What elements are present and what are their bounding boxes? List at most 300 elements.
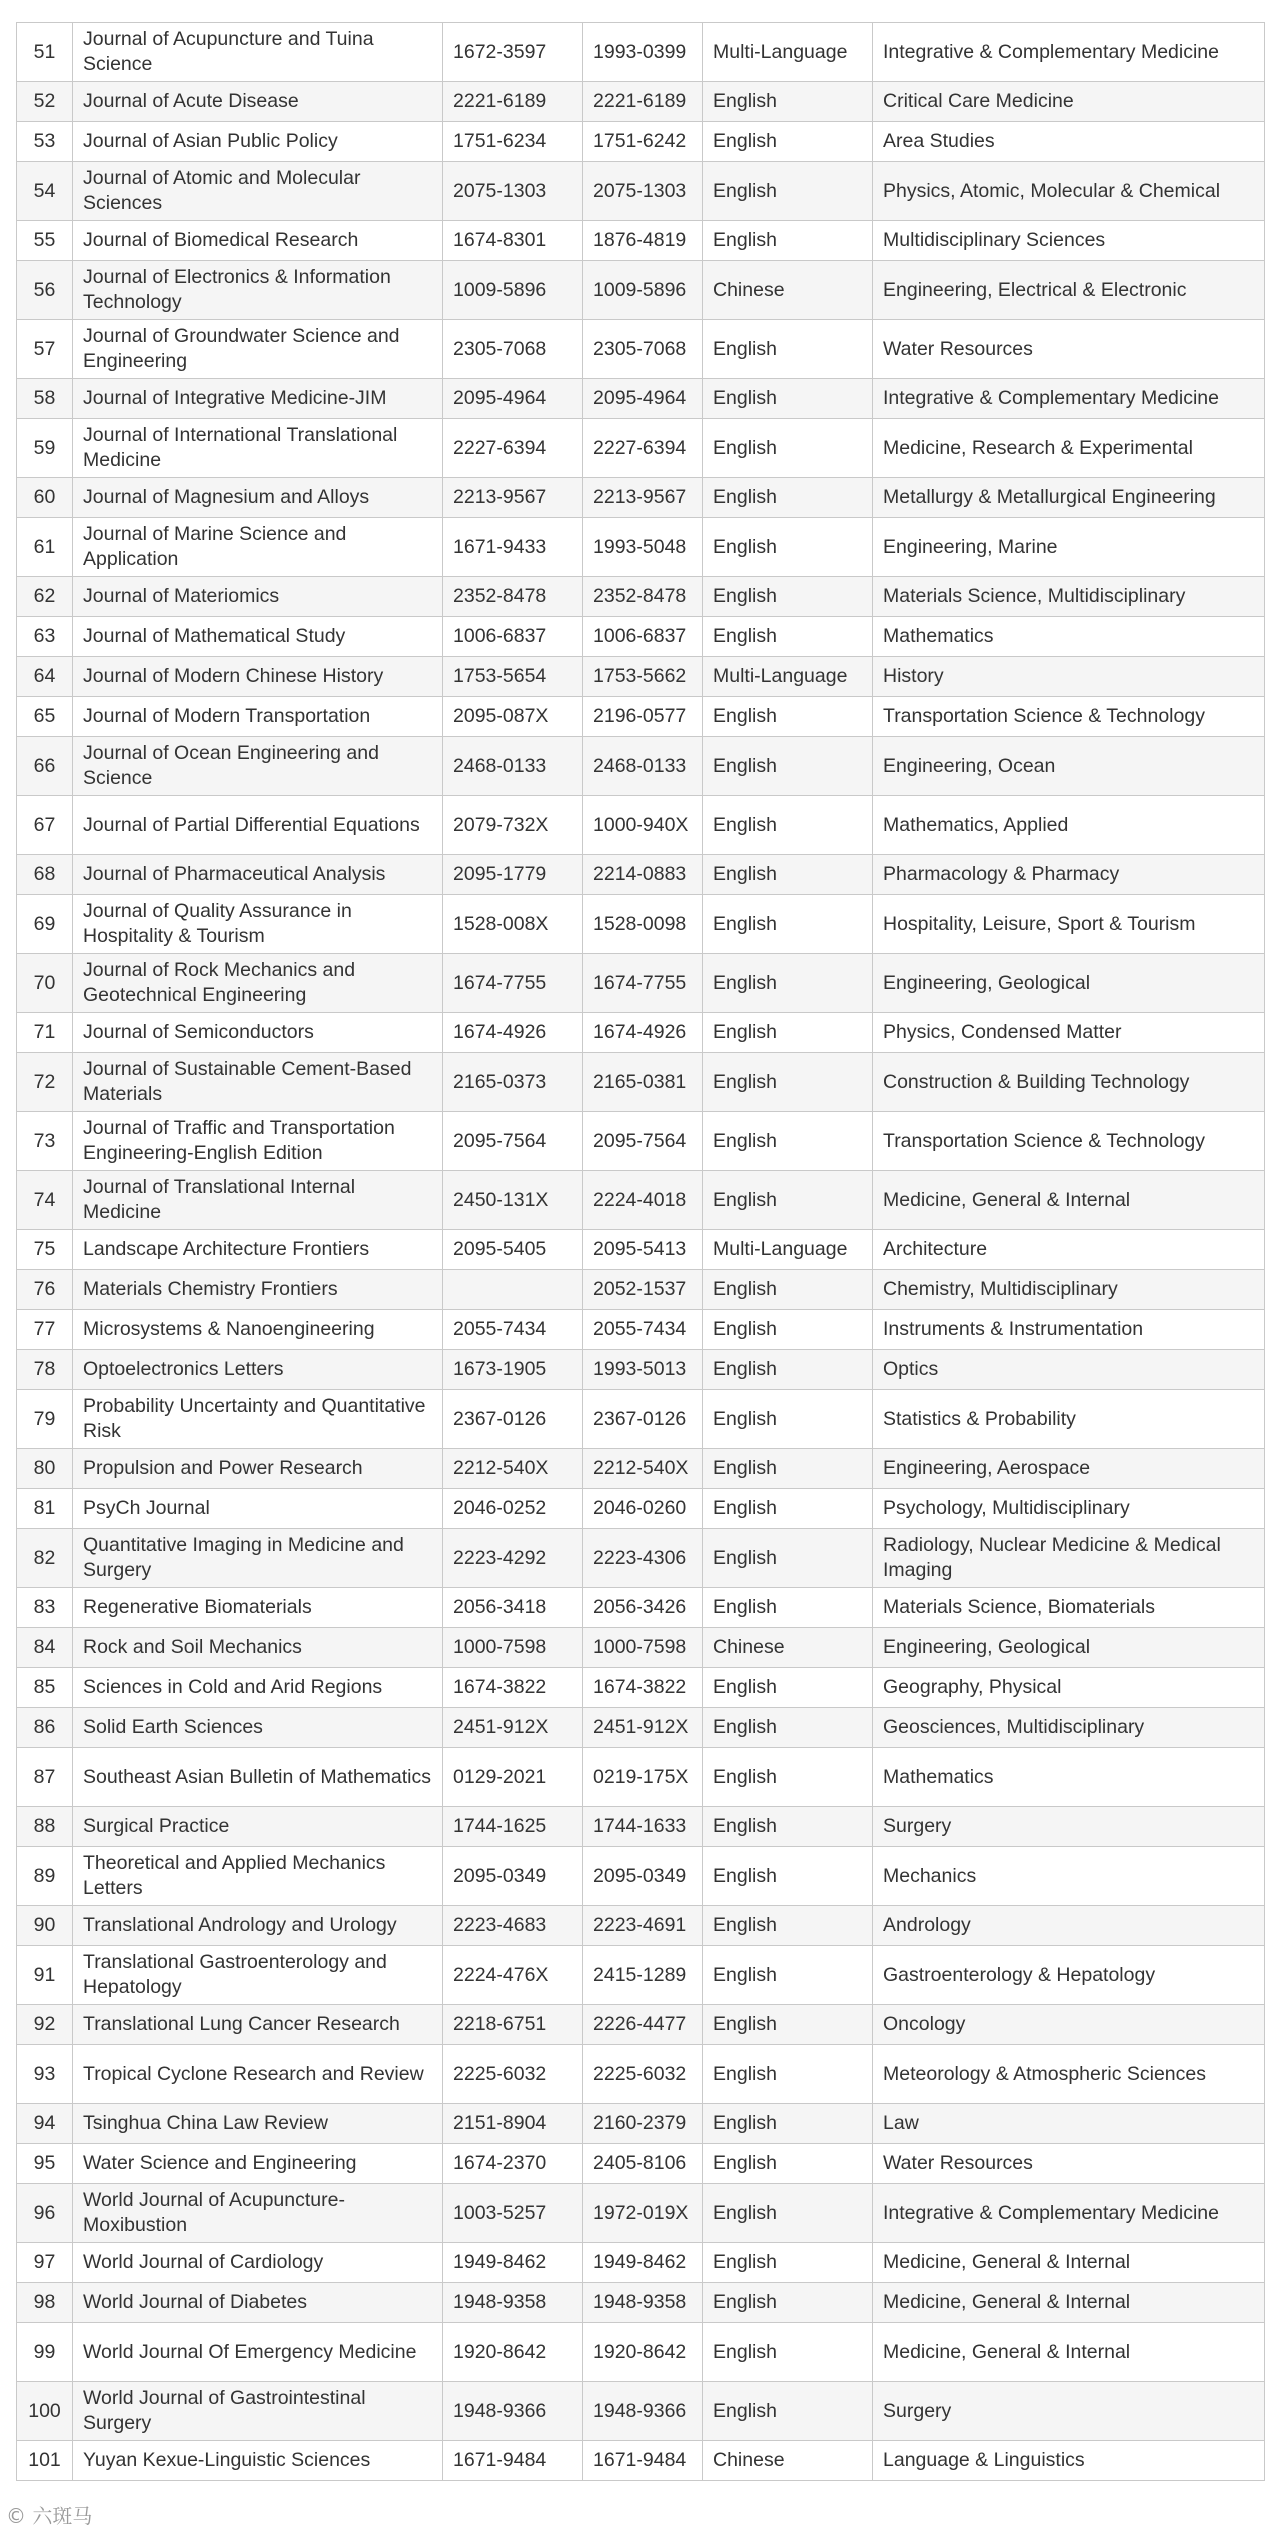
journal-title-cell: Journal of Translational Internal Medicine xyxy=(73,1171,443,1230)
row-number-cell: 62 xyxy=(17,577,73,617)
eissn-cell: 1920-8642 xyxy=(583,2323,703,2382)
table-row xyxy=(17,855,1265,895)
table-row xyxy=(17,2441,1265,2481)
category-cell: Physics, Atomic, Molecular & Chemical xyxy=(873,162,1265,221)
issn-cell: 2367-0126 xyxy=(443,1390,583,1449)
eissn-cell: 2415-1289 xyxy=(583,1946,703,2005)
category-cell: Engineering, Marine xyxy=(873,518,1265,577)
journal-title-cell: Optoelectronics Letters xyxy=(73,1350,443,1390)
issn-cell: 1003-5257 xyxy=(443,2184,583,2243)
eissn-cell: 2214-0883 xyxy=(583,855,703,895)
issn-cell: 1948-9366 xyxy=(443,2382,583,2441)
table-row xyxy=(17,1053,1265,1112)
language-cell: English xyxy=(703,82,873,122)
eissn-cell: 1674-4926 xyxy=(583,1013,703,1053)
language-cell: Multi-Language xyxy=(703,1230,873,1270)
row-number-cell: 70 xyxy=(17,954,73,1013)
row-number-cell: 92 xyxy=(17,2005,73,2045)
language-cell: English xyxy=(703,577,873,617)
journal-title-cell: Journal of Acupuncture and Tuina Science xyxy=(73,23,443,82)
table-row xyxy=(17,1946,1265,2005)
category-cell: Medicine, General & Internal xyxy=(873,1171,1265,1230)
table-row xyxy=(17,1013,1265,1053)
table-row xyxy=(17,2382,1265,2441)
eissn-cell: 2212-540X xyxy=(583,1449,703,1489)
journal-title-cell: World Journal of Cardiology xyxy=(73,2243,443,2283)
table-row xyxy=(17,1390,1265,1449)
language-cell: English xyxy=(703,478,873,518)
table-row xyxy=(17,419,1265,478)
category-cell: Geography, Physical xyxy=(873,1668,1265,1708)
row-number-cell: 78 xyxy=(17,1350,73,1390)
eissn-cell: 1671-9484 xyxy=(583,2441,703,2481)
eissn-cell: 2225-6032 xyxy=(583,2045,703,2104)
language-cell: English xyxy=(703,221,873,261)
table-row xyxy=(17,1847,1265,1906)
category-cell: Materials Science, Multidisciplinary xyxy=(873,577,1265,617)
issn-cell: 2095-0349 xyxy=(443,1847,583,1906)
eissn-cell: 1674-7755 xyxy=(583,954,703,1013)
category-cell: Mathematics xyxy=(873,617,1265,657)
issn-cell: 2075-1303 xyxy=(443,162,583,221)
row-number-cell: 82 xyxy=(17,1529,73,1588)
language-cell: English xyxy=(703,1529,873,1588)
table-row xyxy=(17,2323,1265,2382)
issn-cell: 1674-2370 xyxy=(443,2144,583,2184)
journal-title-cell: Journal of Rock Mechanics and Geotechnical Engineering xyxy=(73,954,443,1013)
journal-title-cell: Journal of International Translational Medicine xyxy=(73,419,443,478)
table-row xyxy=(17,478,1265,518)
journal-title-cell: Propulsion and Power Research xyxy=(73,1449,443,1489)
issn-cell: 1920-8642 xyxy=(443,2323,583,2382)
language-cell: English xyxy=(703,617,873,657)
table-row xyxy=(17,2184,1265,2243)
language-cell: Chinese xyxy=(703,1628,873,1668)
issn-cell xyxy=(443,1270,583,1310)
journal-title-cell: Journal of Acute Disease xyxy=(73,82,443,122)
issn-cell: 2212-540X xyxy=(443,1449,583,1489)
row-number-cell: 77 xyxy=(17,1310,73,1350)
table-row xyxy=(17,1112,1265,1171)
table-row xyxy=(17,1449,1265,1489)
row-number-cell: 61 xyxy=(17,518,73,577)
issn-cell: 1671-9484 xyxy=(443,2441,583,2481)
journal-title-cell: Journal of Electronics & Information Technology xyxy=(73,261,443,320)
table-row xyxy=(17,320,1265,379)
issn-cell: 2223-4683 xyxy=(443,1906,583,1946)
issn-cell: 2224-476X xyxy=(443,1946,583,2005)
language-cell: English xyxy=(703,895,873,954)
table-row xyxy=(17,1529,1265,1588)
eissn-cell: 1751-6242 xyxy=(583,122,703,162)
eissn-cell: 2095-4964 xyxy=(583,379,703,419)
issn-cell: 1948-9358 xyxy=(443,2283,583,2323)
row-number-cell: 76 xyxy=(17,1270,73,1310)
row-number-cell: 83 xyxy=(17,1588,73,1628)
journal-table xyxy=(16,22,1265,2481)
category-cell: Language & Linguistics xyxy=(873,2441,1265,2481)
table-row xyxy=(17,1350,1265,1390)
table-row xyxy=(17,518,1265,577)
category-cell: Medicine, Research & Experimental xyxy=(873,419,1265,478)
journal-title-cell: Journal of Magnesium and Alloys xyxy=(73,478,443,518)
language-cell: English xyxy=(703,1807,873,1847)
language-cell: English xyxy=(703,954,873,1013)
issn-cell: 2095-4964 xyxy=(443,379,583,419)
row-number-cell: 53 xyxy=(17,122,73,162)
eissn-cell: 2367-0126 xyxy=(583,1390,703,1449)
category-cell: Transportation Science & Technology xyxy=(873,1112,1265,1171)
category-cell: Medicine, General & Internal xyxy=(873,2283,1265,2323)
row-number-cell: 89 xyxy=(17,1847,73,1906)
table-row xyxy=(17,82,1265,122)
category-cell: Architecture xyxy=(873,1230,1265,1270)
language-cell: English xyxy=(703,1449,873,1489)
journal-title-cell: Journal of Marine Science and Application xyxy=(73,518,443,577)
category-cell: Water Resources xyxy=(873,2144,1265,2184)
journal-title-cell: Rock and Soil Mechanics xyxy=(73,1628,443,1668)
issn-cell: 2056-3418 xyxy=(443,1588,583,1628)
journal-title-cell: World Journal of Gastrointestinal Surgery xyxy=(73,2382,443,2441)
table-row xyxy=(17,2104,1265,2144)
table-row xyxy=(17,697,1265,737)
issn-cell: 1674-7755 xyxy=(443,954,583,1013)
language-cell: English xyxy=(703,1310,873,1350)
row-number-cell: 59 xyxy=(17,419,73,478)
journal-title-cell: Journal of Pharmaceutical Analysis xyxy=(73,855,443,895)
table-row xyxy=(17,1230,1265,1270)
row-number-cell: 64 xyxy=(17,657,73,697)
table-row xyxy=(17,1588,1265,1628)
row-number-cell: 81 xyxy=(17,1489,73,1529)
language-cell: English xyxy=(703,697,873,737)
language-cell: English xyxy=(703,2104,873,2144)
category-cell: Surgery xyxy=(873,2382,1265,2441)
issn-cell: 0129-2021 xyxy=(443,1748,583,1807)
row-number-cell: 98 xyxy=(17,2283,73,2323)
issn-cell: 2352-8478 xyxy=(443,577,583,617)
journal-title-cell: Yuyan Kexue-Linguistic Sciences xyxy=(73,2441,443,2481)
journal-title-cell: Sciences in Cold and Arid Regions xyxy=(73,1668,443,1708)
eissn-cell: 2352-8478 xyxy=(583,577,703,617)
issn-cell: 2095-7564 xyxy=(443,1112,583,1171)
row-number-cell: 90 xyxy=(17,1906,73,1946)
table-row xyxy=(17,954,1265,1013)
journal-title-cell: World Journal of Acupuncture-Moxibustion xyxy=(73,2184,443,2243)
issn-cell: 1000-7598 xyxy=(443,1628,583,1668)
issn-cell: 2151-8904 xyxy=(443,2104,583,2144)
eissn-cell: 1993-5048 xyxy=(583,518,703,577)
issn-cell: 2218-6751 xyxy=(443,2005,583,2045)
issn-cell: 1753-5654 xyxy=(443,657,583,697)
eissn-cell: 2160-2379 xyxy=(583,2104,703,2144)
issn-cell: 1006-6837 xyxy=(443,617,583,657)
issn-cell: 2095-5405 xyxy=(443,1230,583,1270)
eissn-cell: 2052-1537 xyxy=(583,1270,703,1310)
table-row xyxy=(17,1310,1265,1350)
language-cell: English xyxy=(703,320,873,379)
category-cell: Critical Care Medicine xyxy=(873,82,1265,122)
eissn-cell: 2056-3426 xyxy=(583,1588,703,1628)
row-number-cell: 54 xyxy=(17,162,73,221)
issn-cell: 1744-1625 xyxy=(443,1807,583,1847)
table-row xyxy=(17,577,1265,617)
eissn-cell: 2046-0260 xyxy=(583,1489,703,1529)
eissn-cell: 1744-1633 xyxy=(583,1807,703,1847)
category-cell: Integrative & Complementary Medicine xyxy=(873,379,1265,419)
row-number-cell: 69 xyxy=(17,895,73,954)
language-cell: English xyxy=(703,1946,873,2005)
category-cell: Andrology xyxy=(873,1906,1265,1946)
journal-title-cell: Water Science and Engineering xyxy=(73,2144,443,2184)
language-cell: English xyxy=(703,1748,873,1807)
table-row xyxy=(17,1489,1265,1529)
row-number-cell: 80 xyxy=(17,1449,73,1489)
issn-cell: 2451-912X xyxy=(443,1708,583,1748)
category-cell: Area Studies xyxy=(873,122,1265,162)
language-cell: English xyxy=(703,1350,873,1390)
category-cell: Transportation Science & Technology xyxy=(873,697,1265,737)
eissn-cell: 2223-4691 xyxy=(583,1906,703,1946)
journal-title-cell: Journal of Atomic and Molecular Sciences xyxy=(73,162,443,221)
table-row xyxy=(17,2045,1265,2104)
issn-cell: 2095-087X xyxy=(443,697,583,737)
journal-title-cell: Journal of Sustainable Cement-Based Materials xyxy=(73,1053,443,1112)
language-cell: English xyxy=(703,1270,873,1310)
row-number-cell: 68 xyxy=(17,855,73,895)
issn-cell: 1673-1905 xyxy=(443,1350,583,1390)
language-cell: English xyxy=(703,1489,873,1529)
category-cell: Multidisciplinary Sciences xyxy=(873,221,1265,261)
row-number-cell: 63 xyxy=(17,617,73,657)
journal-title-cell: Journal of Quality Assurance in Hospitality & Tourism xyxy=(73,895,443,954)
category-cell: Gastroenterology & Hepatology xyxy=(873,1946,1265,2005)
eissn-cell: 2223-4306 xyxy=(583,1529,703,1588)
row-number-cell: 75 xyxy=(17,1230,73,1270)
row-number-cell: 93 xyxy=(17,2045,73,2104)
row-number-cell: 65 xyxy=(17,697,73,737)
table-row xyxy=(17,162,1265,221)
row-number-cell: 86 xyxy=(17,1708,73,1748)
language-cell: Multi-Language xyxy=(703,23,873,82)
row-number-cell: 94 xyxy=(17,2104,73,2144)
eissn-cell: 2196-0577 xyxy=(583,697,703,737)
table-row xyxy=(17,122,1265,162)
row-number-cell: 97 xyxy=(17,2243,73,2283)
issn-cell: 2227-6394 xyxy=(443,419,583,478)
language-cell: English xyxy=(703,2323,873,2382)
issn-cell: 2046-0252 xyxy=(443,1489,583,1529)
journal-table-body xyxy=(17,23,1265,2481)
eissn-cell: 2226-4477 xyxy=(583,2005,703,2045)
row-number-cell: 99 xyxy=(17,2323,73,2382)
eissn-cell: 1948-9358 xyxy=(583,2283,703,2323)
eissn-cell: 1993-5013 xyxy=(583,1350,703,1390)
journal-title-cell: PsyCh Journal xyxy=(73,1489,443,1529)
eissn-cell: 2075-1303 xyxy=(583,162,703,221)
language-cell: English xyxy=(703,2144,873,2184)
row-number-cell: 66 xyxy=(17,737,73,796)
language-cell: Chinese xyxy=(703,261,873,320)
journal-title-cell: World Journal Of Emergency Medicine xyxy=(73,2323,443,2382)
language-cell: English xyxy=(703,1053,873,1112)
language-cell: English xyxy=(703,2005,873,2045)
table-row xyxy=(17,617,1265,657)
language-cell: English xyxy=(703,419,873,478)
journal-title-cell: Journal of Biomedical Research xyxy=(73,221,443,261)
issn-cell: 1672-3597 xyxy=(443,23,583,82)
table-row xyxy=(17,261,1265,320)
category-cell: Medicine, General & Internal xyxy=(873,2323,1265,2382)
category-cell: Medicine, General & Internal xyxy=(873,2243,1265,2283)
eissn-cell: 1753-5662 xyxy=(583,657,703,697)
table-row xyxy=(17,379,1265,419)
language-cell: English xyxy=(703,796,873,855)
eissn-cell: 1009-5896 xyxy=(583,261,703,320)
journal-title-cell: Journal of Partial Differential Equations xyxy=(73,796,443,855)
category-cell: Radiology, Nuclear Medicine & Medical Imaging xyxy=(873,1529,1265,1588)
category-cell: Materials Science, Biomaterials xyxy=(873,1588,1265,1628)
language-cell: Multi-Language xyxy=(703,657,873,697)
category-cell: Meteorology & Atmospheric Sciences xyxy=(873,2045,1265,2104)
category-cell: Engineering, Electrical & Electronic xyxy=(873,261,1265,320)
language-cell: English xyxy=(703,379,873,419)
category-cell: History xyxy=(873,657,1265,697)
row-number-cell: 67 xyxy=(17,796,73,855)
journal-title-cell: Journal of Modern Chinese History xyxy=(73,657,443,697)
category-cell: Integrative & Complementary Medicine xyxy=(873,23,1265,82)
language-cell: English xyxy=(703,1708,873,1748)
eissn-cell: 2055-7434 xyxy=(583,1310,703,1350)
language-cell: English xyxy=(703,162,873,221)
journal-title-cell: Tsinghua China Law Review xyxy=(73,2104,443,2144)
row-number-cell: 88 xyxy=(17,1807,73,1847)
eissn-cell: 2221-6189 xyxy=(583,82,703,122)
eissn-cell: 1876-4819 xyxy=(583,221,703,261)
issn-cell: 1949-8462 xyxy=(443,2243,583,2283)
table-row xyxy=(17,2243,1265,2283)
category-cell: Law xyxy=(873,2104,1265,2144)
row-number-cell: 87 xyxy=(17,1748,73,1807)
row-number-cell: 57 xyxy=(17,320,73,379)
journal-title-cell: Journal of Integrative Medicine-JIM xyxy=(73,379,443,419)
journal-title-cell: Journal of Mathematical Study xyxy=(73,617,443,657)
journal-title-cell: Materials Chemistry Frontiers xyxy=(73,1270,443,1310)
language-cell: English xyxy=(703,2184,873,2243)
category-cell: Integrative & Complementary Medicine xyxy=(873,2184,1265,2243)
journal-title-cell: Journal of Traffic and Transportation Engineering-English Edition xyxy=(73,1112,443,1171)
table-row xyxy=(17,23,1265,82)
row-number-cell: 58 xyxy=(17,379,73,419)
language-cell: English xyxy=(703,1588,873,1628)
journal-title-cell: World Journal of Diabetes xyxy=(73,2283,443,2323)
eissn-cell: 2165-0381 xyxy=(583,1053,703,1112)
category-cell: Engineering, Geological xyxy=(873,954,1265,1013)
table-row xyxy=(17,1171,1265,1230)
issn-cell: 2305-7068 xyxy=(443,320,583,379)
category-cell: Geosciences, Multidisciplinary xyxy=(873,1708,1265,1748)
table-row xyxy=(17,2005,1265,2045)
eissn-cell: 1948-9366 xyxy=(583,2382,703,2441)
journal-title-cell: Journal of Materiomics xyxy=(73,577,443,617)
eissn-cell: 2213-9567 xyxy=(583,478,703,518)
issn-cell: 2225-6032 xyxy=(443,2045,583,2104)
issn-cell: 1674-8301 xyxy=(443,221,583,261)
category-cell: Chemistry, Multidisciplinary xyxy=(873,1270,1265,1310)
issn-cell: 2165-0373 xyxy=(443,1053,583,1112)
row-number-cell: 85 xyxy=(17,1668,73,1708)
category-cell: Mathematics, Applied xyxy=(873,796,1265,855)
eissn-cell: 1006-6837 xyxy=(583,617,703,657)
row-number-cell: 100 xyxy=(17,2382,73,2441)
table-row xyxy=(17,1270,1265,1310)
table-row xyxy=(17,2283,1265,2323)
language-cell: English xyxy=(703,1112,873,1171)
journal-title-cell: Translational Andrology and Urology xyxy=(73,1906,443,1946)
issn-cell: 1751-6234 xyxy=(443,122,583,162)
category-cell: Oncology xyxy=(873,2005,1265,2045)
table-row xyxy=(17,1628,1265,1668)
journal-title-cell: Quantitative Imaging in Medicine and Surgery xyxy=(73,1529,443,1588)
journal-title-cell: Journal of Asian Public Policy xyxy=(73,122,443,162)
eissn-cell: 1000-940X xyxy=(583,796,703,855)
language-cell: Chinese xyxy=(703,2441,873,2481)
issn-cell: 2079-732X xyxy=(443,796,583,855)
table-row xyxy=(17,221,1265,261)
issn-cell: 2095-1779 xyxy=(443,855,583,895)
journal-title-cell: Southeast Asian Bulletin of Mathematics xyxy=(73,1748,443,1807)
journal-title-cell: Microsystems & Nanoengineering xyxy=(73,1310,443,1350)
table-row xyxy=(17,1748,1265,1807)
row-number-cell: 95 xyxy=(17,2144,73,2184)
issn-cell: 2221-6189 xyxy=(443,82,583,122)
journal-title-cell: Journal of Ocean Engineering and Science xyxy=(73,737,443,796)
eissn-cell: 2095-0349 xyxy=(583,1847,703,1906)
category-cell: Pharmacology & Pharmacy xyxy=(873,855,1265,895)
category-cell: Statistics & Probability xyxy=(873,1390,1265,1449)
issn-cell: 1671-9433 xyxy=(443,518,583,577)
table-row xyxy=(17,737,1265,796)
category-cell: Hospitality, Leisure, Sport & Tourism xyxy=(873,895,1265,954)
eissn-cell: 2451-912X xyxy=(583,1708,703,1748)
category-cell: Engineering, Ocean xyxy=(873,737,1265,796)
journal-title-cell: Surgical Practice xyxy=(73,1807,443,1847)
eissn-cell: 1972-019X xyxy=(583,2184,703,2243)
journal-title-cell: Journal of Semiconductors xyxy=(73,1013,443,1053)
issn-cell: 2468-0133 xyxy=(443,737,583,796)
category-cell: Mathematics xyxy=(873,1748,1265,1807)
eissn-cell: 2095-5413 xyxy=(583,1230,703,1270)
eissn-cell: 2305-7068 xyxy=(583,320,703,379)
journal-title-cell: Landscape Architecture Frontiers xyxy=(73,1230,443,1270)
language-cell: English xyxy=(703,2243,873,2283)
language-cell: English xyxy=(703,2382,873,2441)
language-cell: English xyxy=(703,122,873,162)
journal-title-cell: Regenerative Biomaterials xyxy=(73,1588,443,1628)
issn-cell: 2213-9567 xyxy=(443,478,583,518)
eissn-cell: 1000-7598 xyxy=(583,1628,703,1668)
row-number-cell: 101 xyxy=(17,2441,73,2481)
issn-cell: 1674-3822 xyxy=(443,1668,583,1708)
table-row xyxy=(17,657,1265,697)
category-cell: Optics xyxy=(873,1350,1265,1390)
language-cell: English xyxy=(703,1847,873,1906)
category-cell: Surgery xyxy=(873,1807,1265,1847)
language-cell: English xyxy=(703,1013,873,1053)
table-row xyxy=(17,796,1265,855)
eissn-cell: 2468-0133 xyxy=(583,737,703,796)
eissn-cell: 0219-175X xyxy=(583,1748,703,1807)
